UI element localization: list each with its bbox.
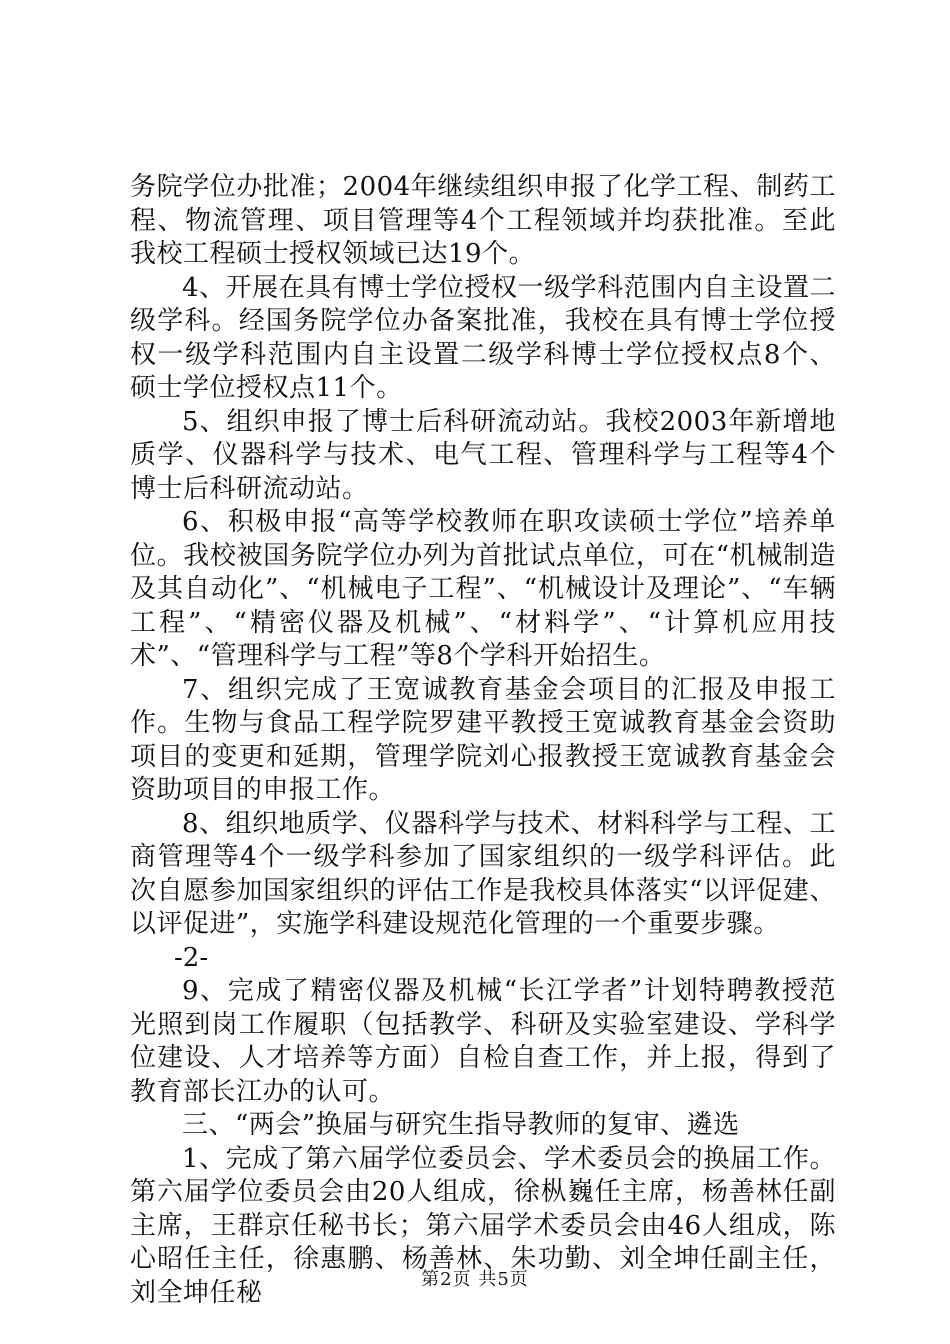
paragraph-continuation: 务院学位办批准；2004年继续组织申报了化学工程、制药工程、物流管理、项目管理等4个工程领域并均获批准。至此我校工程硕士授权领域已达19个。	[130, 172, 836, 269]
paragraph-item-4: 4、开展在具有博士学位授权一级学科范围内自主设置二级学科。经国务院学位办备案批准，我校在具有博士学位授权一级学科范围内自主设置二级学科博士学位授权点8个、硕士学位授权点11个。	[130, 272, 836, 403]
paragraph-item-5: 5、组织申报了博士后科研流动站。我校2003年新增地质学、仪器科学与技术、电气工程、管理科学与工程等4个博士后科研流动站。	[130, 406, 836, 504]
paragraph-item-9: 9、完成了精密仪器及机械“长江学者”计划特聘教授范光照到岗工作履职（包括教学、科研及实验室建设、学科学位建设、人才培养等方面）自检自查工作，并上报，得到了教育部长江办的认可。	[130, 976, 836, 1107]
section-heading-3: 三、“两会”换届与研究生指导教师的复审、遴选	[182, 1110, 740, 1140]
paragraph-item-8: 8、组织地质学、仪器科学与技术、材料科学与工程、工商管理等4个一级学科参加了国家组织的一级学科评估。此次自愿参加国家组织的评估工作是我校具体落实“以评促建、以评促进”，实施学科建设规范化管理的一个重要步骤。	[130, 808, 836, 939]
document-body	[130, 171, 836, 1310]
inline-page-marker: -2-	[174, 942, 209, 973]
page-footer: 第2页 共5页	[421, 1269, 529, 1290]
paragraph-item-7: 7、组织完成了王宽诚教育基金会项目的汇报及申报工作。生物与食品工程学院罗建平教授王宽诚教育基金会资助项目的变更和延期，管理学院刘心报教授王宽诚教育基金会资助项目的申报工作。	[130, 674, 836, 805]
paragraph-section3-item-1: 1、完成了第六届学位委员会、学术委员会的换届工作。第六届学位委员会由20人组成，徐枞巍任主席，杨善林任副主席，王群京任秘书长；第六届学术委员会由46人组成，陈心昭任主任，徐惠鹏、杨善林、朱功勤、刘全坤任副主任，刘全坤任秘	[130, 1143, 836, 1308]
paragraph-item-6: 6、积极申报“高等学校教师在职攻读硕士学位”培养单位。我校被国务院学位办列为首批试点单位，可在“机械制造及其自动化”、“机械电子工程”、“机械设计及理论”、“车辆工程”、“精密仪器及机械”、“材料学”、“计算机应用技术”、“管理科学与工程”等8个学科开始招生。	[130, 507, 836, 671]
